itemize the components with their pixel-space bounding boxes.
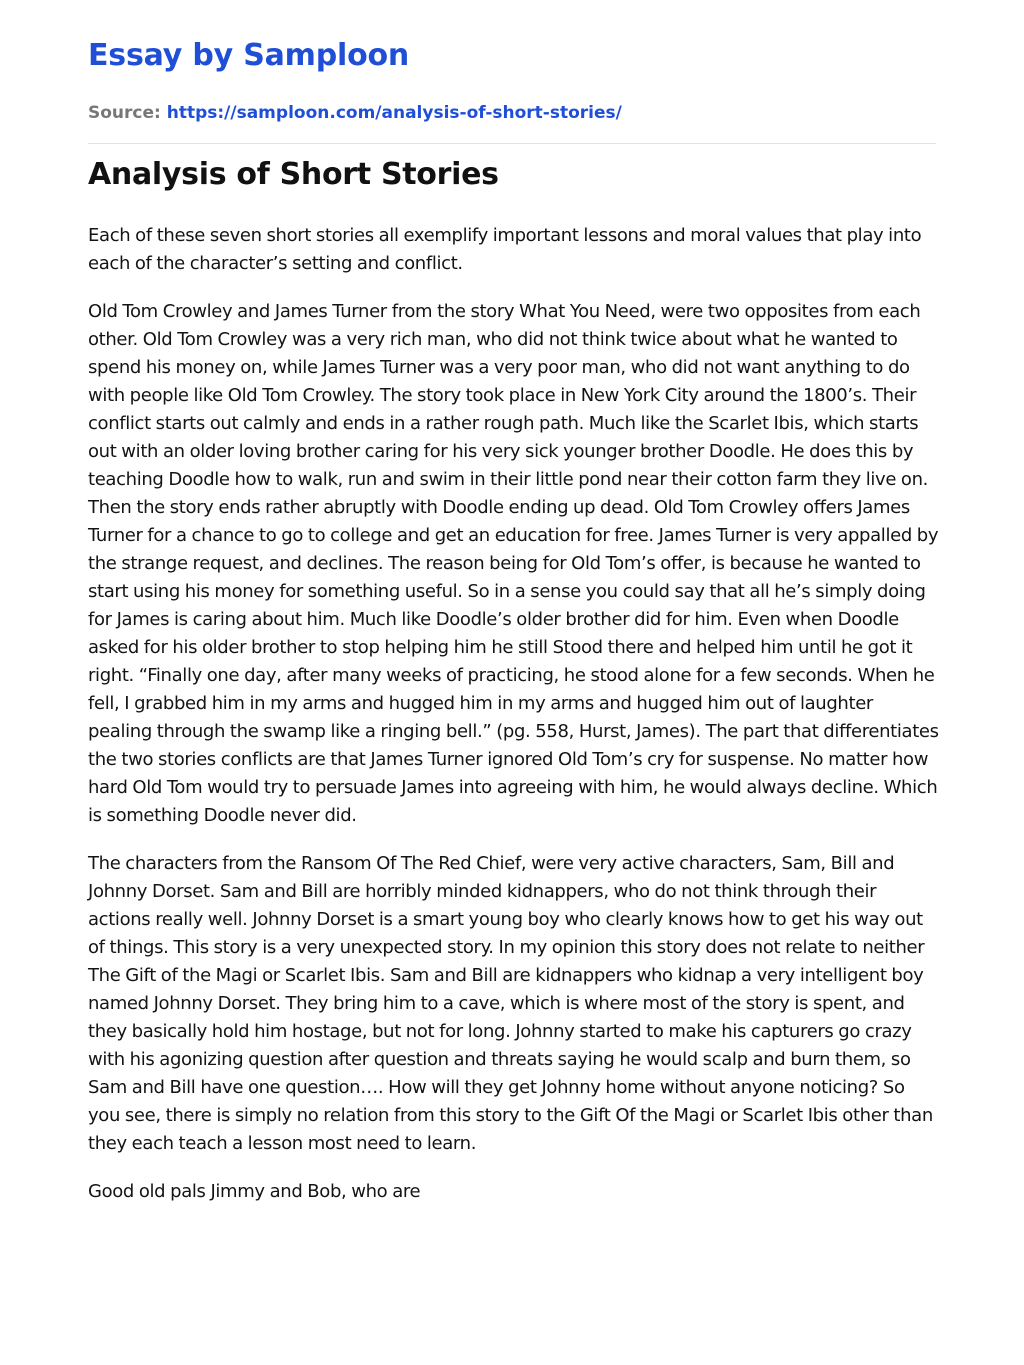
brand-title: Essay by Samploon — [88, 38, 410, 73]
essay-body — [88, 222, 940, 1226]
source-link[interactable]: https://samploon.com/analysis-of-short-stories/ — [166, 103, 622, 123]
source-line — [88, 101, 622, 125]
paragraph-what-you-need: Old Tom Crowley and James Turner from the story What You Need, were two opposites from each other. Old Tom Crowley was a very rich man, who did not think twice about what he wanted to spend his money on, while James Turner was a very poor man, who did not want anything to do with people like Old Tom Crowley. The story took place in New York City around the 1800’s. Their conflict starts out calmly and ends in a rather rough path. Much like the Scarlet Ibis, which starts out with an older loving brother caring for his very sick younger brother Doodle. He does this by teaching Doodle how to walk, run and swim in their little pond near their cotton farm they live on. Then the story ends rather abruptly with Doodle ending up dead. Old Tom Crowley offers James Turner for a chance to go to college and get an education for free. James Turner is very appalled by the strange request, and declines. The reason being for Old Tom’s offer, is because he wanted to start using his money for something useful. So in a sense you could say that all he’s simply doing for James is caring about him. Much like Doodle’s older brother did for him. Even when Doodle asked for his older brother to stop helping him he still Stood there and helped him until he got it right. “Finally one day, after many weeks of practicing, he stood alone for a few seconds. When he fell, I grabbed him in my arms and hugged him in my arms and hugged him out of laughter pealing through the swamp like a ringing bell.” (pg. 558, Hurst, James). The part that differentiates the two stories conflicts are that James Turner ignored Old Tom’s cry for suspense. No matter how hard Old Tom would try to persuade James into agreeing with him, he would always decline. Which is something Doodle never did. — [88, 301, 939, 826]
header-divider — [88, 143, 936, 144]
essay-title: Analysis of Short Stories — [88, 157, 499, 192]
paragraph-jimmy-bob: Good old pals Jimmy and Bob, who are — [88, 1181, 421, 1202]
paragraph-intro: Each of these seven short stories all exemplify important lessons and moral values that play into each of the character’s setting and conflict. — [88, 225, 922, 274]
paragraph-red-chief: The characters from the Ransom Of The Red Chief, were very active characters, Sam, Bill and Johnny Dorset. Sam and Bill are horribly minded kidnappers, who do not think through their actions really well. Johnny Dorset is a smart young boy who clearly knows how to get his way out of things. This story is a very unexpected story. In my opinion this story does not relate to neither The Gift of the Magi or Scarlet Ibis. Sam and Bill are kidnappers who kidnap a very intelligent boy named Johnny Dorset. They bring him to a cave, which is where most of the story is spent, and they basically hold him hostage, but not for long. Johnny started to make his capturers go crazy with his agonizing question after question and threats saying he would scalp and burn them, so Sam and Bill have one question…. How will they get Johnny home without anyone noticing? So you see, there is simply no relation from this story to the Gift Of the Magi or Scarlet Ibis other than they each teach a lesson most need to learn. — [88, 853, 933, 1154]
source-label: Source: — [88, 103, 167, 123]
